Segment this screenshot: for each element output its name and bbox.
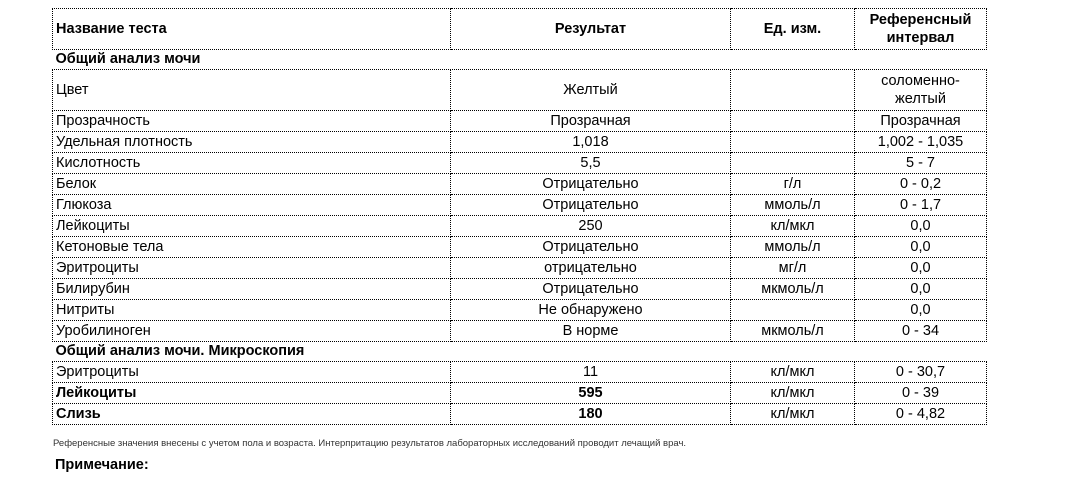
test-result: Отрицательно xyxy=(451,195,731,216)
test-result: 250 xyxy=(451,216,731,237)
test-name: Кетоновые тела xyxy=(53,237,451,258)
test-reference: 0 - 4,82 xyxy=(855,404,987,425)
test-name: Эритроциты xyxy=(53,258,451,279)
section-heading-microscopy xyxy=(53,342,987,362)
section-heading-urinalysis xyxy=(53,50,987,70)
table-row xyxy=(53,70,987,111)
test-unit: кл/мкл xyxy=(731,383,855,404)
section-title: Общий анализ мочи xyxy=(53,50,987,70)
section-title: Общий анализ мочи. Микроскопия xyxy=(53,342,987,362)
test-unit xyxy=(731,153,855,174)
test-name: Белок xyxy=(53,174,451,195)
test-reference: 0 - 0,2 xyxy=(855,174,987,195)
test-reference: соломенно-желтый xyxy=(855,70,987,111)
table-header-row xyxy=(53,9,987,50)
header-result: Результат xyxy=(451,9,731,50)
test-reference: 5 - 7 xyxy=(855,153,987,174)
test-result: 5,5 xyxy=(451,153,731,174)
test-reference: 0,0 xyxy=(855,216,987,237)
test-name: Слизь xyxy=(53,404,451,425)
test-name: Билирубин xyxy=(53,279,451,300)
test-reference: 0,0 xyxy=(855,237,987,258)
test-result: В норме xyxy=(451,321,731,342)
test-reference: Прозрачная xyxy=(855,111,987,132)
test-result: отрицательно xyxy=(451,258,731,279)
table-row xyxy=(53,174,987,195)
table-row xyxy=(53,279,987,300)
test-reference: 0 - 34 xyxy=(855,321,987,342)
test-name: Нитриты xyxy=(53,300,451,321)
table-row xyxy=(53,362,987,383)
table-row xyxy=(53,153,987,174)
test-reference: 0,0 xyxy=(855,300,987,321)
test-unit: ммоль/л xyxy=(731,237,855,258)
test-reference: 0 - 30,7 xyxy=(855,362,987,383)
test-name: Кислотность xyxy=(53,153,451,174)
test-name: Глюкоза xyxy=(53,195,451,216)
table-row xyxy=(53,237,987,258)
test-unit: кл/мкл xyxy=(731,404,855,425)
table-row xyxy=(53,321,987,342)
test-result: Не обнаружено xyxy=(451,300,731,321)
test-reference: 0,0 xyxy=(855,279,987,300)
test-unit: мкмоль/л xyxy=(731,279,855,300)
test-unit: мкмоль/л xyxy=(731,321,855,342)
test-name: Эритроциты xyxy=(53,362,451,383)
table-row xyxy=(53,111,987,132)
test-reference: 0 - 39 xyxy=(855,383,987,404)
test-result: 1,018 xyxy=(451,132,731,153)
test-name: Лейкоциты xyxy=(53,216,451,237)
test-result: Желтый xyxy=(451,70,731,111)
test-unit: ммоль/л xyxy=(731,195,855,216)
header-test-name: Название теста xyxy=(53,9,451,50)
table-row xyxy=(53,383,987,404)
test-unit: мг/л xyxy=(731,258,855,279)
note-label: Примечание: xyxy=(55,457,149,473)
test-unit: г/л xyxy=(731,174,855,195)
header-unit: Ед. изм. xyxy=(731,9,855,50)
test-result: 595 xyxy=(451,383,731,404)
table-row xyxy=(53,132,987,153)
test-name: Прозрачность xyxy=(53,111,451,132)
test-result: 11 xyxy=(451,362,731,383)
header-reference: Референсный интервал xyxy=(855,9,987,50)
table-row xyxy=(53,404,987,425)
test-unit xyxy=(731,132,855,153)
test-reference: 0 - 1,7 xyxy=(855,195,987,216)
test-result: Отрицательно xyxy=(451,237,731,258)
test-name: Лейкоциты xyxy=(53,383,451,404)
table-row xyxy=(53,258,987,279)
table-row xyxy=(53,216,987,237)
test-unit xyxy=(731,70,855,111)
footnote: Референсные значения внесены с учетом пола и возраста. Интерпритацию результатов лабораторных исследований проводит лечащий врач. xyxy=(53,438,687,449)
test-name: Удельная плотность xyxy=(53,132,451,153)
table-row xyxy=(53,195,987,216)
test-unit: кл/мкл xyxy=(731,216,855,237)
test-result: Прозрачная xyxy=(451,111,731,132)
test-reference: 1,002 - 1,035 xyxy=(855,132,987,153)
lab-results-table xyxy=(52,8,987,425)
test-result: 180 xyxy=(451,404,731,425)
test-result: Отрицательно xyxy=(451,279,731,300)
table-row xyxy=(53,300,987,321)
test-result: Отрицательно xyxy=(451,174,731,195)
test-unit xyxy=(731,300,855,321)
test-unit: кл/мкл xyxy=(731,362,855,383)
test-unit xyxy=(731,111,855,132)
test-reference: 0,0 xyxy=(855,258,987,279)
test-name: Уробилиноген xyxy=(53,321,451,342)
test-name: Цвет xyxy=(53,70,451,111)
